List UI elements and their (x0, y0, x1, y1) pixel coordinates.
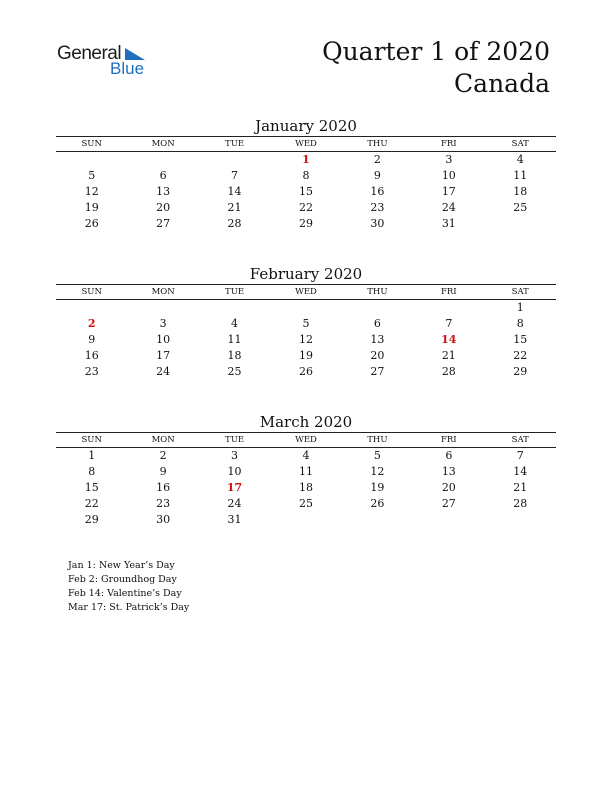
day-cell: 16 (370, 185, 385, 198)
day-cell (413, 300, 484, 316)
weekday-label: FRI (440, 287, 457, 297)
day-cell (199, 152, 270, 168)
weekday-label: FRI (440, 139, 457, 149)
weekday-label: MON (151, 139, 175, 149)
day-cell: 29 (84, 513, 99, 526)
day-cell: 11 (227, 333, 242, 346)
day-cell: 30 (156, 513, 171, 526)
day-cell: 6 (445, 449, 453, 462)
logo-general-text: General (57, 43, 122, 64)
week-row (56, 200, 556, 216)
holiday-note: Feb 14: Valentine’s Day (68, 588, 182, 599)
day-cell: 7 (516, 449, 524, 462)
day-cell: 21 (513, 481, 528, 494)
day-cell: 18 (513, 185, 528, 198)
day-cell: 3 (159, 317, 167, 330)
day-cell: 9 (373, 169, 381, 182)
day-cell: 4 (302, 449, 310, 462)
week-row (56, 316, 556, 332)
weekday-label: MON (151, 287, 175, 297)
day-cell (342, 512, 413, 528)
day-cell: 1 (88, 449, 96, 462)
day-cell: 27 (370, 365, 385, 378)
day-cell: 17 (156, 349, 171, 362)
day-cell: 20 (156, 201, 171, 214)
day-cell: 13 (156, 185, 171, 198)
week-row (56, 480, 556, 496)
day-cell: 7 (231, 169, 239, 182)
day-cell: 26 (370, 497, 385, 510)
weekday-label: MON (151, 435, 175, 445)
day-cell: 5 (302, 317, 310, 330)
day-cell: 14 (513, 465, 528, 478)
day-cell: 2 (373, 153, 381, 166)
weekday-header-row (56, 284, 556, 300)
day-cell: 26 (84, 217, 99, 230)
holiday-notes (68, 559, 189, 615)
day-cell (56, 300, 127, 316)
day-cell (56, 152, 127, 168)
day-cell: 28 (441, 365, 456, 378)
weekday-label: THU (367, 435, 388, 445)
weekday-label: TUE (225, 287, 245, 297)
day-cell: 23 (156, 497, 171, 510)
day-cell: 22 (513, 349, 528, 362)
week-row (56, 464, 556, 480)
week-row (56, 152, 556, 168)
day-cell: 1 (516, 301, 524, 314)
week-row (56, 332, 556, 348)
month-calendar-january (56, 116, 556, 232)
weekday-label: SUN (81, 435, 102, 445)
day-cell: 15 (298, 185, 313, 198)
week-row (56, 348, 556, 364)
day-cell: 28 (513, 497, 528, 510)
day-cell: 6 (159, 169, 167, 182)
weekday-label: FRI (440, 435, 457, 445)
day-cell: 29 (513, 365, 528, 378)
day-cell: 15 (84, 481, 99, 494)
day-cell: 10 (227, 465, 242, 478)
day-cell: 26 (298, 365, 313, 378)
day-cell: 9 (88, 333, 96, 346)
day-cell: 18 (227, 349, 242, 362)
week-row (56, 168, 556, 184)
day-cell: 20 (441, 481, 456, 494)
holiday-note: Mar 17: St. Patrick’s Day (68, 602, 190, 613)
weekday-label: SAT (511, 139, 529, 149)
day-cell (413, 512, 484, 528)
day-cell: 22 (84, 497, 99, 510)
holiday-note: Feb 2: Groundhog Day (68, 574, 177, 585)
weekday-label: SUN (81, 139, 102, 149)
day-cell: 29 (298, 217, 313, 230)
day-cell: 28 (227, 217, 242, 230)
day-cell: 30 (370, 217, 385, 230)
holiday-note: Jan 1: New Year’s Day (68, 560, 175, 571)
day-cell: 25 (227, 365, 242, 378)
holiday-day-cell: 1 (302, 153, 310, 166)
day-cell: 24 (227, 497, 242, 510)
day-cell: 13 (441, 465, 456, 478)
month-title: January 2020 (255, 117, 357, 135)
day-cell: 12 (370, 465, 385, 478)
day-cell: 2 (159, 449, 167, 462)
week-row (56, 216, 556, 232)
weekday-label: SUN (81, 287, 102, 297)
weekday-header-row (56, 432, 556, 448)
weekday-label: WED (295, 287, 317, 297)
week-row (56, 496, 556, 512)
day-cell: 12 (298, 333, 313, 346)
day-cell (127, 300, 198, 316)
day-cell: 4 (516, 153, 524, 166)
day-cell: 14 (227, 185, 242, 198)
weekday-label: TUE (225, 139, 245, 149)
weekday-label: WED (295, 139, 317, 149)
day-cell: 21 (227, 201, 242, 214)
holiday-day-cell: 14 (441, 333, 457, 346)
day-cell (485, 216, 556, 232)
month-title: March 2020 (259, 413, 353, 431)
day-cell: 11 (298, 465, 313, 478)
day-cell: 18 (298, 481, 313, 494)
day-cell: 24 (441, 201, 456, 214)
day-cell: 20 (370, 349, 385, 362)
day-cell: 16 (84, 349, 99, 362)
week-row (56, 448, 556, 464)
day-cell: 31 (441, 217, 456, 230)
day-cell: 5 (88, 169, 96, 182)
day-cell: 31 (227, 513, 242, 526)
day-cell: 6 (373, 317, 381, 330)
day-cell: 3 (231, 449, 239, 462)
day-cell: 7 (445, 317, 453, 330)
holiday-day-cell: 2 (87, 317, 96, 330)
day-cell: 27 (441, 497, 456, 510)
week-row (56, 300, 556, 316)
day-cell: 5 (373, 449, 381, 462)
day-cell: 10 (441, 169, 456, 182)
title-quarter: Quarter 1 of 2020 (322, 37, 550, 66)
day-cell: 19 (84, 201, 99, 214)
day-cell (342, 300, 413, 316)
title-country: Canada (454, 69, 550, 98)
day-cell: 8 (516, 317, 524, 330)
day-cell: 19 (370, 481, 385, 494)
day-cell: 24 (156, 365, 171, 378)
day-cell: 12 (84, 185, 99, 198)
month-title: February 2020 (249, 265, 363, 283)
day-cell (270, 512, 341, 528)
week-row (56, 184, 556, 200)
day-cell: 8 (88, 465, 96, 478)
day-cell: 9 (159, 465, 167, 478)
day-cell (199, 300, 270, 316)
weekday-header-row (56, 136, 556, 152)
weekday-label: SAT (511, 435, 529, 445)
day-cell: 17 (441, 185, 456, 198)
day-cell: 25 (513, 201, 528, 214)
day-cell: 19 (298, 349, 313, 362)
week-row (56, 512, 556, 528)
weekday-label: SAT (511, 287, 529, 297)
day-cell: 13 (370, 333, 385, 346)
day-cell: 25 (298, 497, 313, 510)
day-cell: 10 (156, 333, 171, 346)
month-calendar-february (56, 264, 556, 380)
day-cell: 15 (513, 333, 528, 346)
day-cell: 3 (445, 153, 453, 166)
day-cell: 23 (84, 365, 99, 378)
day-cell: 21 (441, 349, 456, 362)
day-cell (270, 300, 341, 316)
holiday-day-cell: 17 (226, 481, 243, 494)
logo-blue-text: Blue (110, 59, 145, 78)
weekday-label: TUE (225, 435, 245, 445)
weekday-label: THU (367, 287, 388, 297)
day-cell: 27 (156, 217, 171, 230)
day-cell (127, 152, 198, 168)
page-title (322, 36, 550, 100)
month-calendar-march (56, 412, 556, 528)
weekday-label: THU (367, 139, 388, 149)
day-cell: 22 (298, 201, 313, 214)
weekday-label: WED (295, 435, 317, 445)
day-cell: 16 (156, 481, 171, 494)
day-cell: 4 (231, 317, 239, 330)
day-cell: 8 (302, 169, 310, 182)
generalblue-logo (57, 43, 157, 83)
day-cell: 23 (370, 201, 385, 214)
day-cell: 11 (513, 169, 528, 182)
day-cell (485, 512, 556, 528)
week-row (56, 364, 556, 380)
